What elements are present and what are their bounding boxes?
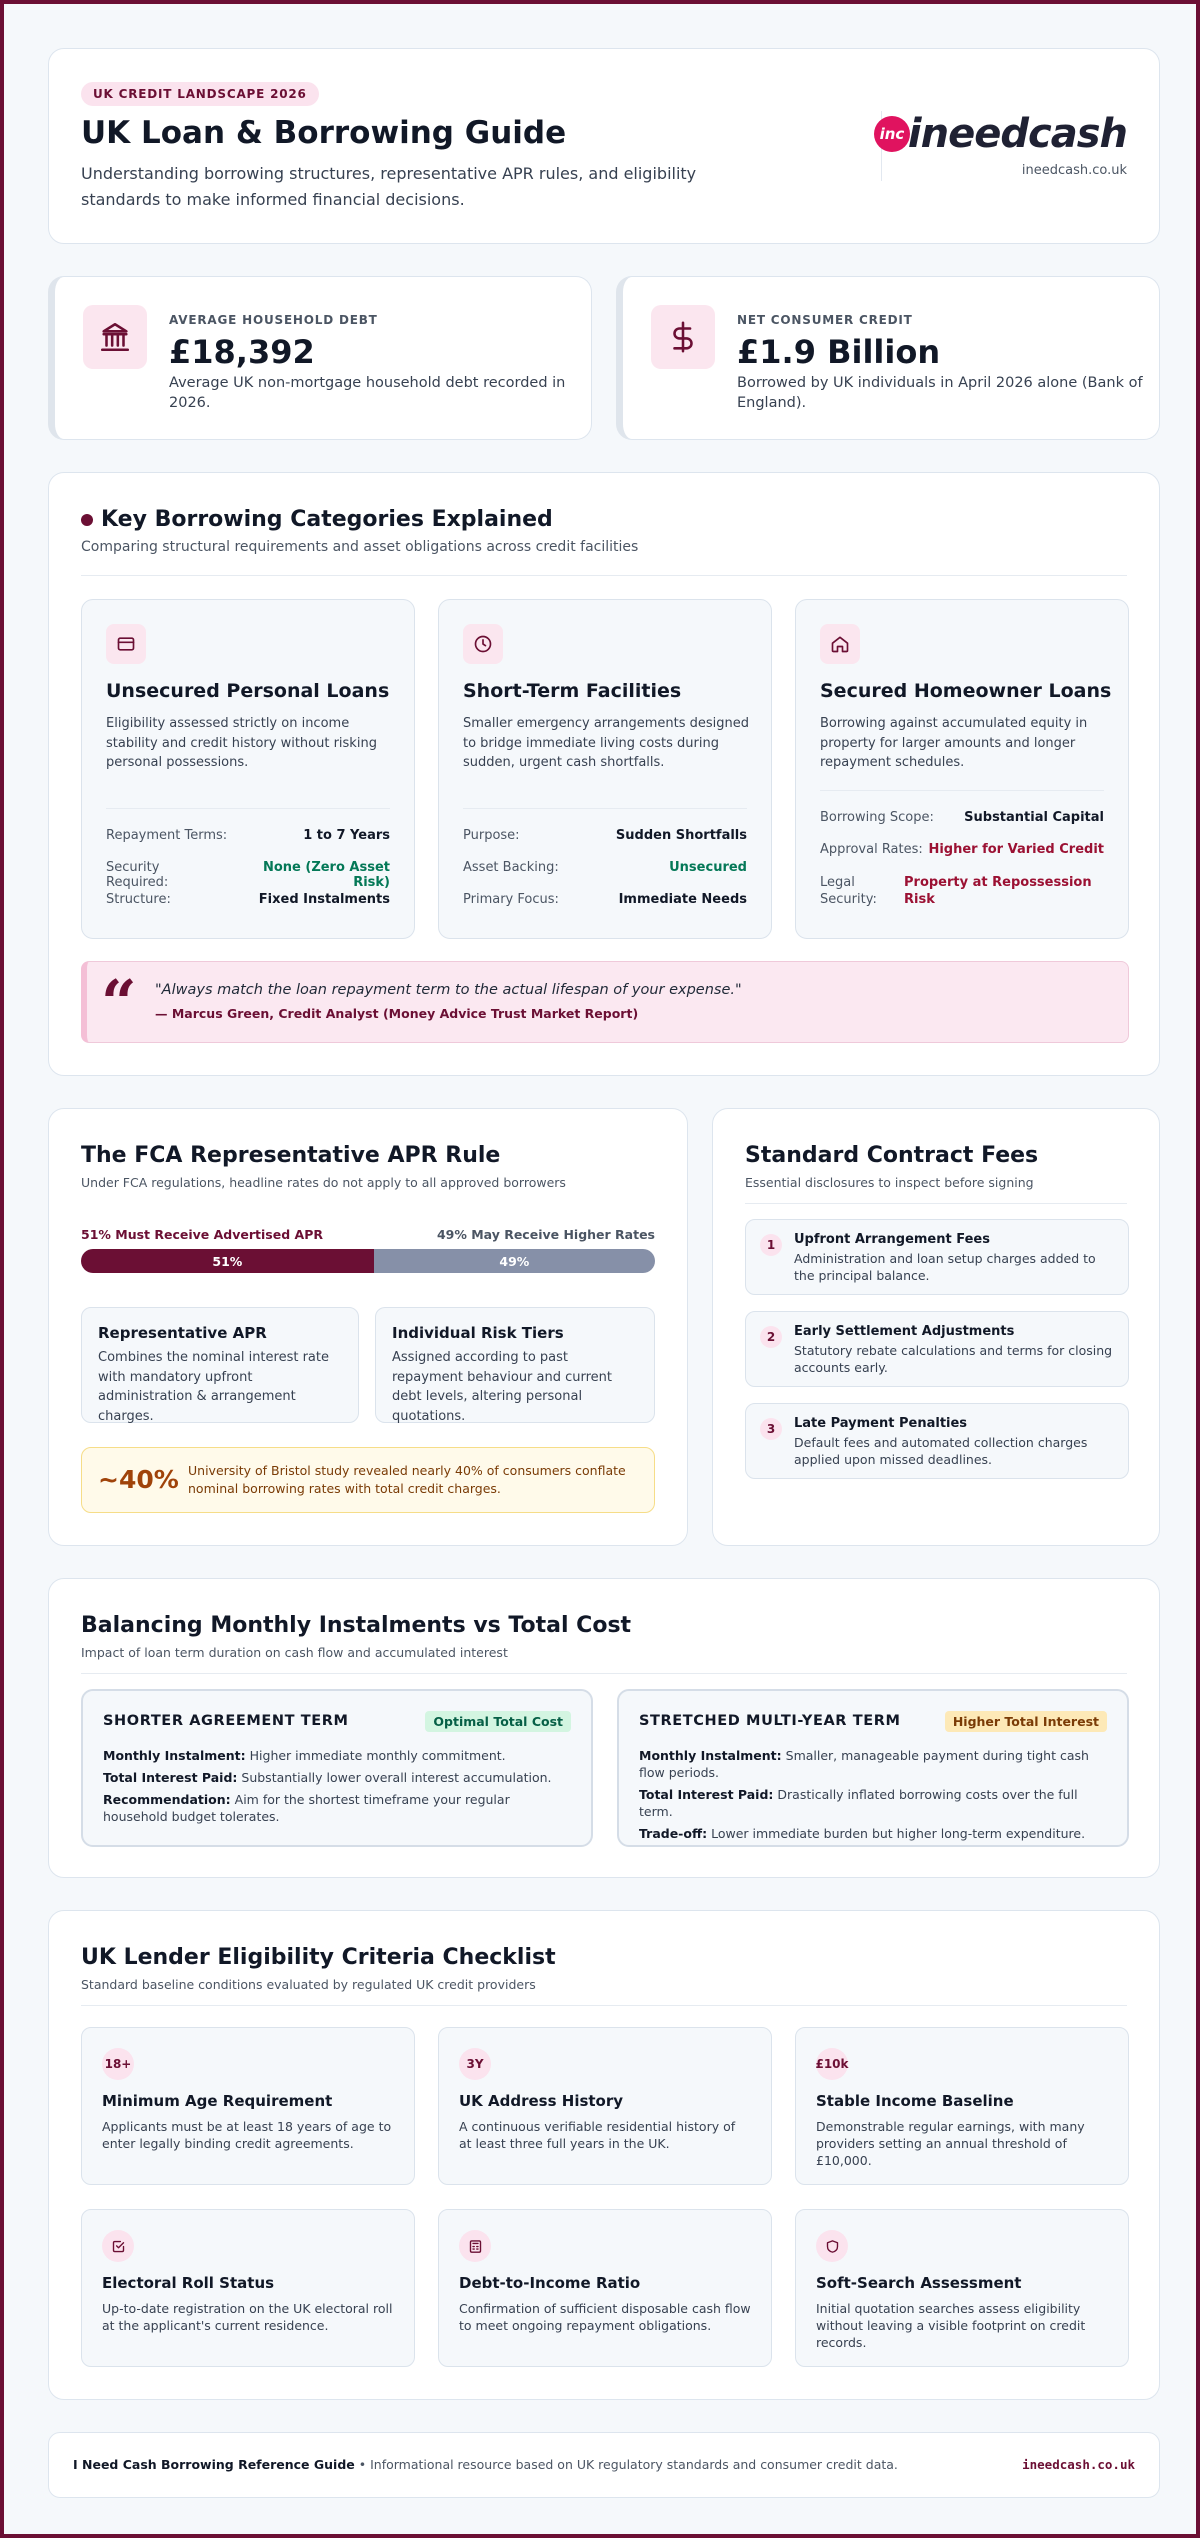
term-line	[639, 1825, 1109, 1842]
shield-icon	[816, 2230, 848, 2262]
category-row	[106, 892, 390, 907]
section-title: Balancing Monthly Instalments vs Total Cost	[81, 1613, 632, 1638]
section-subtitle: Impact of loan term duration on cash flow and accumulated interest	[81, 1645, 508, 1660]
category-desc: Smaller emergency arrangements designed to bridge immediate living costs during sudden, urgent cash shortfalls.	[463, 716, 749, 770]
category-desc: Borrowing against accumulated equity in property for larger amounts and longer repayment schedules.	[820, 716, 1088, 770]
category-row	[463, 828, 747, 843]
term-key: Recommendation:	[103, 1792, 231, 1807]
eligibility-desc: Initial quotation searches assess eligibility without leaving a visible footprint on credit records.	[816, 2301, 1086, 2350]
row-key: Purpose:	[463, 828, 520, 843]
row-value: Unsecured	[669, 860, 747, 875]
section-title: The FCA Representative APR Rule	[81, 1143, 501, 1168]
category-card-short-term	[438, 599, 772, 939]
eligibility-card-income	[795, 2027, 1129, 2185]
term-value: Lower immediate burden but higher long-term expenditure.	[711, 1826, 1086, 1841]
category-desc: Eligibility assessed strictly on income stability and credit history without risking personal possessions.	[106, 716, 377, 770]
apr-bar-segment: 51%	[81, 1249, 374, 1273]
calculator-icon	[459, 2230, 491, 2262]
fee-card	[745, 1219, 1129, 1295]
fee-card	[745, 1403, 1129, 1479]
term-lines	[103, 1747, 573, 1825]
section-title: UK Lender Eligibility Criteria Checklist	[81, 1945, 556, 1970]
card-title: Individual Risk Tiers	[392, 1324, 564, 1342]
fee-desc: Administration and loan setup charges added to the principal balance.	[794, 1251, 1096, 1283]
category-divider	[820, 790, 1104, 791]
logo-mark: inc	[874, 116, 910, 152]
category-title: Short-Term Facilities	[463, 680, 682, 702]
term-value: Aim for the shortest timeframe your regular household budget tolerates.	[103, 1792, 510, 1824]
section-subtitle: Under FCA regulations, headline rates do not apply to all approved borrowers	[81, 1175, 566, 1190]
term-card-shorter	[81, 1689, 593, 1847]
term-key: Trade-off:	[639, 1826, 708, 1841]
term-key: Total Interest Paid:	[639, 1787, 774, 1802]
term-value: Substantially lower overall interest accumulation.	[241, 1770, 552, 1785]
years-badge: 3Y	[459, 2048, 491, 2080]
section-divider	[81, 575, 1127, 576]
term-value: Smaller, manageable payment during tight cash flow periods.	[639, 1748, 1089, 1780]
callout-text: University of Bristol study revealed nearly 40% of consumers conflate nominal borrowing rates with total credit charges.	[188, 1463, 626, 1496]
apr-card-risk-tiers	[375, 1307, 655, 1423]
term-title: SHORTER AGREEMENT TERM	[103, 1713, 349, 1729]
quote-icon: “	[101, 966, 137, 1039]
row-value: 1 to 7 Years	[303, 828, 390, 843]
check-square-icon	[102, 2230, 134, 2262]
row-key: Asset Backing:	[463, 860, 559, 875]
stat-desc: Average UK non-mortgage household debt recorded in 2026.	[169, 375, 566, 411]
section-divider	[81, 2005, 1127, 2006]
row-value: Higher for Varied Credit	[928, 842, 1104, 857]
eligibility-title: Minimum Age Requirement	[102, 2092, 333, 2110]
terms-section	[48, 1578, 1160, 1878]
apr-bar-segment: 49%	[374, 1249, 655, 1273]
row-key: Legal Security:	[820, 875, 877, 907]
age-badge: 18+	[102, 2048, 134, 2080]
footer-brand: I Need Cash Borrowing Reference Guide	[73, 2457, 355, 2472]
apr-stat-callout	[81, 1447, 655, 1513]
row-value: Substantial Capital	[964, 810, 1104, 825]
fee-number: 1	[760, 1234, 782, 1256]
stat-card-consumer-credit	[616, 276, 1160, 440]
card-desc: Assigned according to past repayment behaviour and current debt levels, altering personal quotations.	[392, 1350, 613, 1424]
term-key: Monthly Instalment:	[639, 1748, 782, 1763]
row-value: None (Zero Asset Risk)	[262, 860, 390, 890]
category-row	[106, 828, 390, 843]
apr-section	[48, 1108, 688, 1546]
fee-title: Early Settlement Adjustments	[794, 1324, 1015, 1339]
apr-card-representative	[81, 1307, 359, 1423]
footer-text	[73, 2457, 898, 2472]
category-row	[463, 892, 747, 907]
term-line	[103, 1747, 573, 1764]
stat-value: £1.9 Billion	[737, 333, 941, 371]
term-line	[103, 1791, 573, 1825]
page-title: UK Loan & Borrowing Guide	[81, 115, 567, 151]
term-line	[103, 1769, 573, 1786]
logo-wordmark: ineedcash	[907, 111, 1127, 157]
fee-title: Late Payment Penalties	[794, 1416, 968, 1431]
quote-callout	[81, 961, 1129, 1043]
stat-value: £18,392	[169, 333, 315, 371]
section-subtitle: Standard baseline conditions evaluated by regulated UK credit providers	[81, 1977, 536, 1992]
section-title: Key Borrowing Categories Explained	[101, 507, 553, 532]
category-divider	[106, 808, 390, 809]
row-value: Immediate Needs	[618, 892, 747, 907]
footer-separator: •	[354, 2457, 371, 2472]
eligibility-card-address	[438, 2027, 772, 2185]
eligibility-title: Debt-to-Income Ratio	[459, 2274, 641, 2292]
row-key: Primary Focus:	[463, 892, 559, 907]
term-badge: Higher Total Interest	[945, 1711, 1107, 1732]
section-subtitle: Essential disclosures to inspect before signing	[745, 1175, 1034, 1190]
eligibility-desc: Demonstrable regular earnings, with many providers setting an annual threshold of £10,000.	[816, 2119, 1085, 2168]
stat-label: NET CONSUMER CREDIT	[737, 313, 913, 327]
eligibility-section	[48, 1910, 1160, 2400]
fee-desc: Default fees and automated collection charges applied upon missed deadlines.	[794, 1435, 1088, 1467]
card-desc: Combines the nominal interest rate with mandatory upfront administration & arrangement charges.	[98, 1350, 329, 1424]
term-title: STRETCHED MULTI-YEAR TERM	[639, 1713, 901, 1729]
eligibility-title: Stable Income Baseline	[816, 2092, 1014, 2110]
term-badge: Optimal Total Cost	[425, 1711, 571, 1732]
footer	[48, 2432, 1160, 2498]
card-title: Representative APR	[98, 1324, 267, 1342]
income-badge: £10k	[816, 2048, 848, 2080]
categories-section	[48, 472, 1160, 1076]
apr-left-label: 51% Must Receive Advertised APR	[81, 1227, 323, 1242]
apr-split-bar	[81, 1249, 655, 1273]
category-row	[106, 860, 390, 890]
term-key: Monthly Instalment:	[103, 1748, 246, 1763]
clock-icon	[463, 624, 503, 664]
eligibility-desc: A continuous verifiable residential history of at least three full years in the UK.	[459, 2119, 736, 2151]
row-key: Borrowing Scope:	[820, 810, 934, 825]
fee-number: 2	[760, 1326, 782, 1348]
row-value: Sudden Shortfalls	[615, 828, 747, 843]
eligibility-title: Electoral Roll Status	[102, 2274, 275, 2292]
category-row	[820, 810, 1104, 825]
card-icon	[106, 624, 146, 664]
term-line	[639, 1747, 1109, 1781]
eligibility-title: UK Address History	[459, 2092, 624, 2110]
home-icon	[820, 624, 860, 664]
fee-number: 3	[760, 1418, 782, 1440]
term-value: Drastically inflated borrowing costs over the full term.	[639, 1787, 1078, 1819]
bullet-dot	[81, 514, 93, 526]
category-divider	[463, 808, 747, 809]
fees-section	[712, 1108, 1160, 1546]
bank-icon	[83, 305, 147, 369]
section-subtitle: Comparing structural requirements and asset obligations across credit facilities	[81, 539, 639, 555]
term-line	[639, 1786, 1109, 1820]
section-divider	[745, 1203, 1127, 1204]
stat-card-household-debt	[48, 276, 592, 440]
eligibility-title: Soft-Search Assessment	[816, 2274, 1022, 2292]
eligibility-card-soft-search	[795, 2209, 1129, 2367]
category-row	[820, 874, 1104, 908]
apr-right-label: 49% May Receive Higher Rates	[436, 1227, 655, 1242]
row-value: Fixed Instalments	[258, 892, 390, 907]
term-lines	[639, 1747, 1109, 1842]
eligibility-desc: Applicants must be at least 18 years of age to enter legally binding credit agreements.	[102, 2119, 392, 2151]
fee-card	[745, 1311, 1129, 1387]
callout-value: ~40%	[98, 1465, 179, 1494]
brand-logo[interactable]	[874, 111, 1127, 157]
footer-url-link[interactable]: ineedcash.co.uk	[1022, 2457, 1135, 2472]
hero-card	[48, 48, 1160, 244]
hero-subtitle: Understanding borrowing structures, representative APR rules, and eligibility standards to make informed financial decisions.	[81, 164, 697, 209]
eligibility-card-dti	[438, 2209, 772, 2367]
stat-desc: Borrowed by UK individuals in April 2026 alone (Bank of England).	[737, 375, 1143, 411]
row-key: Approval Rates:	[820, 842, 923, 857]
row-key: Structure:	[106, 892, 171, 907]
category-card-secured	[795, 599, 1129, 939]
dollar-icon	[651, 305, 715, 369]
row-key: Security Required:	[106, 860, 169, 890]
fee-desc: Statutory rebate calculations and terms for closing accounts early.	[794, 1343, 1113, 1375]
quote-text: "Always match the loan repayment term to the actual lifespan of your expense."	[155, 982, 742, 998]
eligibility-desc: Confirmation of sufficient disposable cash flow to meet ongoing repayment obligations.	[459, 2301, 751, 2333]
category-card-unsecured	[81, 599, 415, 939]
row-key: Repayment Terms:	[106, 828, 228, 843]
eligibility-desc: Up-to-date registration on the UK electoral roll at the applicant's current residence.	[102, 2301, 393, 2333]
footer-note: Informational resource based on UK regulatory standards and consumer credit data.	[370, 2457, 898, 2472]
row-value: Property at Repossession Risk	[904, 875, 1092, 907]
stat-label: AVERAGE HOUSEHOLD DEBT	[169, 313, 378, 327]
logo-url[interactable]: ineedcash.co.uk	[1021, 163, 1127, 178]
quote-author: — Marcus Green, Credit Analyst (Money Advice Trust Market Report)	[155, 1006, 639, 1021]
category-row	[820, 842, 1104, 857]
hero-tag: UK CREDIT LANDSCAPE 2026	[81, 82, 319, 106]
category-row	[463, 860, 747, 875]
category-title: Unsecured Personal Loans	[106, 680, 390, 702]
section-divider	[81, 1673, 1127, 1674]
term-key: Total Interest Paid:	[103, 1770, 238, 1785]
term-card-stretched	[617, 1689, 1129, 1847]
eligibility-card-electoral	[81, 2209, 415, 2367]
eligibility-card-age	[81, 2027, 415, 2185]
term-value: Higher immediate monthly commitment.	[249, 1748, 506, 1763]
category-title: Secured Homeowner Loans	[820, 680, 1112, 702]
fee-title: Upfront Arrangement Fees	[794, 1232, 990, 1247]
section-title: Standard Contract Fees	[745, 1143, 1039, 1168]
